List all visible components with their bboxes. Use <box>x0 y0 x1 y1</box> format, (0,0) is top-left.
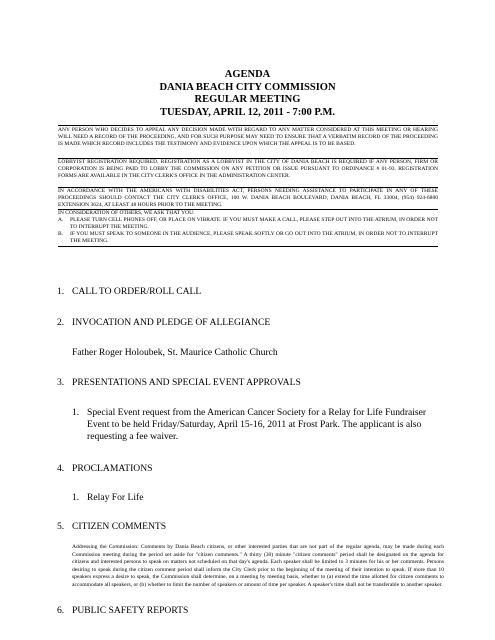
sub-item-number: 1. <box>72 492 80 503</box>
consideration-item-a <box>58 217 438 231</box>
item-number: 3. <box>57 377 65 388</box>
item-title: PROCLAMATIONS <box>72 463 153 474</box>
ada-notice: IN ACCORDANCE WITH THE AMERICANS WITH DISABILITIES ACT, PERSONS NEEDING ASSISTANCE TO PARTICIPATE IN ANY OF THESE PROCEEDINGS SHOULD CONTACT THE CITY CLERK'S OFFICE, 100 W. DANIA BEACH BOULEVARD, DANIA BEACH, FL 33004, (954) 924-6800 EXTENSION 3624, AT LEAST 48 HOURS PRIOR TO THE MEETING. <box>58 188 438 208</box>
item-number: 4. <box>57 463 65 474</box>
consideration-heading: IN CONSIDERATION OF OTHERS, WE ASK THAT YOU: <box>58 210 195 216</box>
item-text: PLEASE TURN CELL PHONES OFF, OR PLACE ON VIBRATE. IF YOU MUST MAKE A CALL, PLEASE STEP OUT INTO THE ATRIUM, IN ORDER NOT TO INTERRUPT THE MEETING. <box>70 217 438 230</box>
agenda-item-2 <box>57 317 270 329</box>
item-number: 6. <box>57 605 65 616</box>
item-number: 2. <box>57 317 65 328</box>
citizen-comments-text: Addressing the Commission: Comments by Dania Beach citizens, or other interested parties that are not part of the regular agenda, may be made during each Commission meeting during the period set aside for "citizen comments." A thirty (30) minute "citizen comments" period shall be designated on the agenda for citizens and interested persons to speak on matters not scheduled on that day's agenda. Each speaker shall be limited to 3 minutes for his or her comments. Persons desiring to speak during the citizen comment period shall inform the City Clerk prior to the beginning of the meeting of their intention to speak. If more than 10 speakers express a desire to speak, the Commission shall determine, on a meeting by meeting basis, whether to (a) extend the time allotted for citizen comments to accommodate all speakers, or (b) whether to limit the number of speakers or amount of time per speaker. A speaker's time shall not be transferable to another speaker. <box>72 544 444 588</box>
agenda-item-1 <box>57 286 201 298</box>
appeal-notice: ANY PERSON WHO DECIDES TO APPEAL ANY DECISION MADE WITH REGARD TO ANY MATTER CONSIDERED AT THIS MEETING OR HEARING WILL NEED A RECORD OF THE PROCEEDING, AND FOR SUCH PURPOSE MAY NEED TO ENSURE THAT A VERBATIM RECORD OF THE PROCEEDING IS MADE WHICH RECORD INCLUDES THE TESTIMONY AND EVIDENCE UPON WHICH THE APPEAL IS TO BE BASED. <box>58 127 438 147</box>
header-date: TUESDAY, APRIL 12, 2011 - 7:00 P.M. <box>159 106 336 118</box>
header-commission: DANIA BEACH CITY COMMISSION <box>159 81 336 93</box>
consideration-item-b <box>58 231 438 245</box>
item-title: CITIZEN COMMENTS <box>72 521 167 532</box>
header-meeting-type: REGULAR MEETING <box>194 94 301 106</box>
item-title: INVOCATION AND PLEDGE OF ALLEGIANCE <box>72 317 271 328</box>
sub-item-text: Relay For Life <box>87 492 144 503</box>
lobbyist-notice: LOBBYIST REGISTRATION REQUIRED. REGISTRATION AS A LOBBYIST IN THE CITY OF DANIA BEACH IS REQUIRED IF ANY PERSON, FIRM OR CORPORATION IS BEING PAID TO LOBBY THE COMMISSION ON ANY PETITION OR ISSUE PURSUANT TO ORDINANCE # 01-93. REGISTRATION FORMS ARE AVAILABLE IN THE CITY CLERK'S OFFICE IN THE ADMINISTRATION CENTER. <box>58 159 438 179</box>
proclamation-item-1 <box>72 492 143 504</box>
item-number: 5. <box>57 521 65 532</box>
agenda-header <box>0 69 495 119</box>
item-text: IF YOU MUST SPEAK TO SOMEONE IN THE AUDIENCE, PLEASE SPEAK SOFTLY OR GO OUT INTO THE ATRIUM, IN ORDER NOT TO INTERRUPT THE MEETING. <box>70 231 438 244</box>
consideration-notice <box>58 210 438 245</box>
agenda-item-5 <box>57 521 166 533</box>
header-title: AGENDA <box>224 69 271 80</box>
divider <box>58 246 438 247</box>
item-title: CALL TO ORDER/ROLL CALL <box>72 286 202 297</box>
item-label: A. <box>58 217 64 223</box>
item-label: B. <box>58 231 64 237</box>
sub-item-text: Special Event request from the American Cancer Society for a Relay for Life Fundraiser Event to be held Friday/Saturday, April 15-16, 2011 at Frost Park. The applicant is also requesting a fee waiver. <box>87 407 427 443</box>
item-title: PRESENTATIONS AND SPECIAL EVENT APPROVALS <box>72 377 301 388</box>
sub-item-number: 1. <box>72 407 80 418</box>
invocation-speaker: Father Roger Holoubek, St. Maurice Catholic Church <box>72 347 278 358</box>
item-title: PUBLIC SAFETY REPORTS <box>72 605 189 616</box>
item-number: 1. <box>57 286 65 297</box>
agenda-item-4 <box>57 463 153 475</box>
agenda-item-3 <box>57 377 301 389</box>
presentation-item-1 <box>72 407 442 444</box>
agenda-item-6 <box>57 605 188 617</box>
